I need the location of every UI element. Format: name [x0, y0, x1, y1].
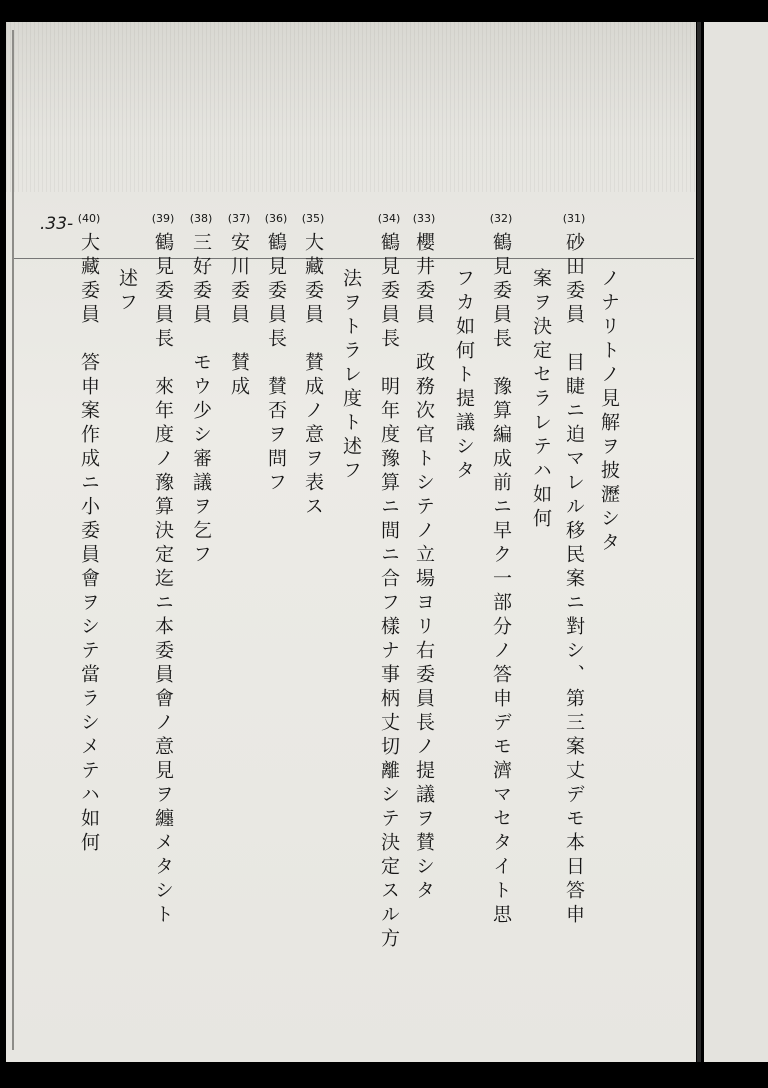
column-text: 鶴見委員長 賛否ヲ問フ [265, 232, 287, 496]
item-number: (39) [151, 212, 175, 225]
column-text: 櫻井委員 政務次官トシテノ立場ヨリ右委員長ノ提議ヲ賛シタ [413, 232, 435, 904]
item-number: (32) [489, 212, 513, 225]
item-number: (31) [562, 212, 586, 225]
column-text: 述フ [116, 268, 138, 316]
page-left-edge [12, 30, 14, 1050]
item-number: (34) [377, 212, 401, 225]
text-column-39 [152, 212, 174, 928]
text-column-34 [378, 212, 400, 952]
text-column-33 [413, 212, 435, 904]
text-column-31-pre [598, 246, 620, 556]
column-text: 鶴見委員長 來年度ノ豫算決定迄ニ本委員會ノ意見ヲ纏メタシト [152, 232, 174, 928]
text-column-34-cont [340, 246, 362, 484]
document-page [6, 22, 696, 1062]
text-column-35 [302, 212, 324, 520]
column-text: フカ如何ト提議シタ [453, 268, 475, 484]
item-number: (38) [189, 212, 213, 225]
page-number: .33- [40, 214, 74, 234]
column-text: 大藏委員 答申案作成ニ小委員會ヲシテ當ラシメテハ如何 [78, 232, 100, 856]
text-column-32 [490, 212, 512, 928]
column-text: 案ヲ決定セラレテハ如何 [530, 268, 552, 532]
adjacent-page-strip [704, 22, 768, 1062]
text-column-36 [265, 212, 287, 496]
text-column-32-cont [453, 246, 475, 484]
column-text: 三好委員 モウ少シ審議ヲ乞フ [190, 232, 212, 568]
column-text: 法ヲトラレ度ト述フ [340, 268, 362, 484]
text-column-31-cont [530, 246, 552, 532]
item-number: (37) [227, 212, 251, 225]
column-text: 安川委員 賛成 [228, 232, 250, 400]
column-text: ノナリトノ見解ヲ披瀝シタ [598, 268, 620, 556]
column-text: 砂田委員 目睫ニ迫マレル移民案ニ對シ、第三案丈デモ本日答申 [563, 232, 585, 928]
text-column-38 [190, 212, 212, 568]
text-column-37 [228, 212, 250, 400]
item-number: (40) [77, 212, 101, 225]
text-column-39-cont [116, 246, 138, 316]
item-number: (33) [412, 212, 436, 225]
page-fold-line [697, 22, 701, 1062]
text-column-40 [78, 212, 100, 856]
column-text: 鶴見委員長 明年度豫算ニ間ニ合フ樣ナ事柄丈切離シテ決定スル方 [378, 232, 400, 952]
item-number: (36) [264, 212, 288, 225]
text-column-31 [563, 212, 585, 928]
column-text: 鶴見委員長 豫算編成前ニ早ク一部分ノ答申デモ濟マセタイト思 [490, 232, 512, 928]
item-number: (35) [301, 212, 325, 225]
column-text: 大藏委員 賛成ノ意ヲ表ス [302, 232, 324, 520]
